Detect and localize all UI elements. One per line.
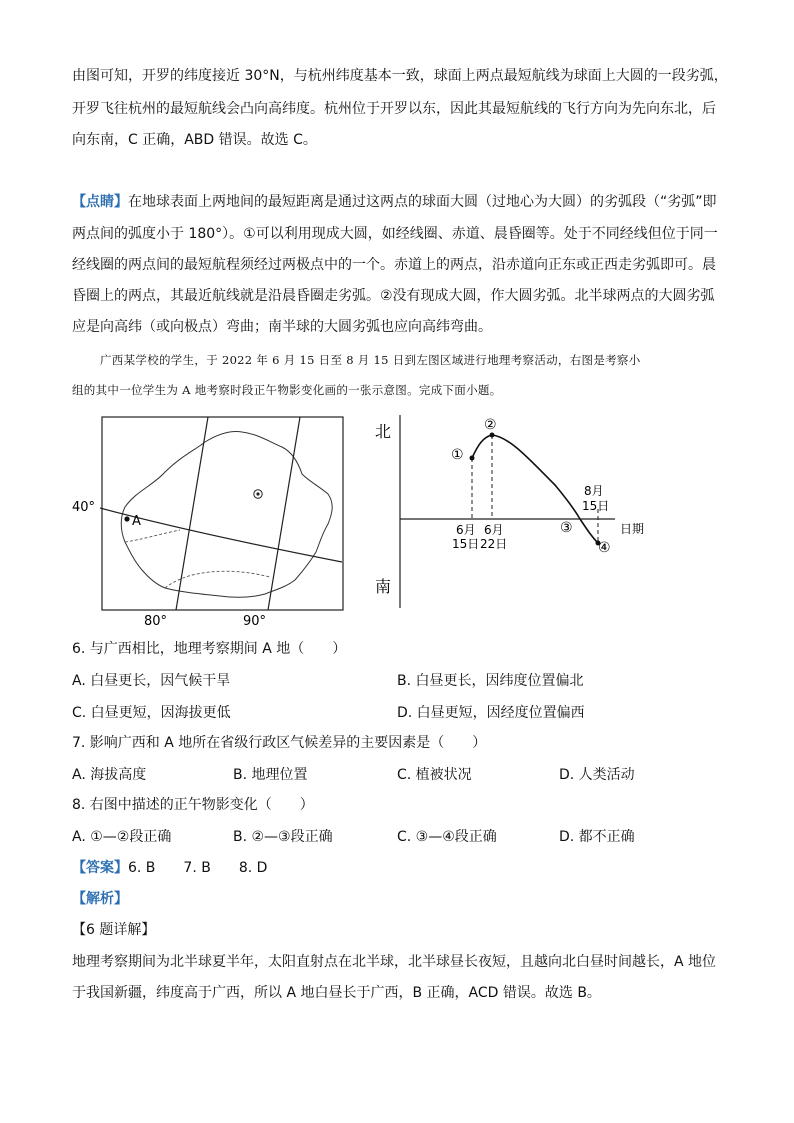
text-line: 开罗飞往杭州的最短航线会凸向高纬度。杭州位于开罗以东，因此其最短航线的飞行方向为先向东北，后 [72,101,716,117]
question-stem: 6. 与广西相比，地理考察期间 A 地（ ） [72,641,347,657]
longitude-label-90: 90° [243,614,267,627]
answer-tag: 【答案】 [72,860,128,876]
question-stem: 7. 影响广西和 A 地所在省级行政区气候差异的主要因素是（ ） [72,735,487,751]
point-2: ② [484,417,497,433]
option-a: A. 白昼更长，因气候干旱 [72,673,231,689]
text-line: 由图可知，开罗的纬度接近 30°N，与杭州纬度基本一致，球面上两点最短航线为球面上大圆的一段劣弧， [72,68,728,84]
date-axis-label: 日期 [620,522,645,536]
dianjing-first: 在地球表面上两地间的最短距离是通过这两点的球面大圆（过地心为大圆）的劣弧段（“劣弧”即 [128,194,717,210]
dianjing-tag: 【点睛】 [72,194,128,210]
option-b: B. 地理位置 [233,767,308,783]
option-c: C. 白昼更短，因海拔更低 [72,705,231,721]
north-label: 北 [375,422,392,441]
text-line: 地理考察期间为北半球夏半年，太阳直射点在北半球，北半球昼长夜短，且越向北白昼时间越长，A 地位 [72,954,717,970]
intro-line: 组的其中一位学生为 A 地考察时段正午物影变化画的一张示意图。完成下面小题。 [72,383,502,397]
south-label: 南 [375,577,392,596]
question-stem: 8. 右图中描述的正午物影变化（ ） [72,797,314,813]
point-3: ③ [560,520,573,536]
text-line: 于我国新疆，纬度高于广西，所以 A 地白昼长于广西，B 正确，ACD 错误。故选 B。 [72,985,601,1001]
intro-line: 广西某学校的学生，于 2022 年 6 月 15 日至 8 月 15 日到左图区域进行地理考察活动，右图是考察小 [100,353,641,367]
longitude-label-80: 80° [144,614,168,627]
date-6-15-day: 15日 [452,537,480,551]
option-c: C. 植被状况 [397,767,472,783]
shadow-change-graph [370,415,670,615]
text-line: 昏圈上的两点，其最近航线就是沿晨昏圈走劣弧。②没有现成大圆，作大圆劣弧。北半球两点的大圆劣弧 [72,288,715,304]
option-d: D. 白昼更短，因经度位置偏西 [397,705,585,721]
option-b: B. ②—③段正确 [233,829,333,845]
text-line: 经线圈的两点间的最短航程须经过两极点中的一个。赤道上的两点，沿赤道向正东或正西走劣弧即可。晨 [72,257,716,273]
option-c: C. ③—④段正确 [397,829,497,845]
answer-line [72,858,267,878]
option-a: A. 海拔高度 [72,767,147,783]
point-1: ① [451,447,464,463]
text-line: 向东南，C 正确，ABD 错误。故选 C。 [72,132,317,148]
option-a: A. ①—②段正确 [72,829,172,845]
text-line: 应是向高纬（或向极点）弯曲；南半球的大圆劣弧也应向高纬弯曲。 [72,319,492,335]
date-8-15-day: 15日 [582,499,610,513]
latitude-label: 40° [72,500,96,515]
point-4: ④ [598,540,611,556]
date-6-15-month: 6月 [456,523,476,537]
text-line [72,192,717,212]
point-a-label: A [132,514,141,529]
answer-text: 6. B 7. B 8. D [128,860,268,876]
option-d: D. 都不正确 [559,829,635,845]
date-6-22-month: 6月 [484,523,504,537]
jiexi-line [72,889,128,909]
region-map [70,412,350,627]
text-line: 两点间的弧度小于 180°）。①可以利用现成大圆，如经线圈、赤道、晨昏圈等。处于不同经线但位于同一 [72,226,718,242]
option-d: D. 人类活动 [559,767,635,783]
option-b: B. 白昼更长，因纬度位置偏北 [397,673,584,689]
date-6-22-day: 22日 [480,537,508,551]
jiexi-tag: 【解析】 [72,891,128,907]
detail6-heading: 【6 题详解】 [72,922,156,938]
date-8-15-month: 8月 [584,484,604,498]
